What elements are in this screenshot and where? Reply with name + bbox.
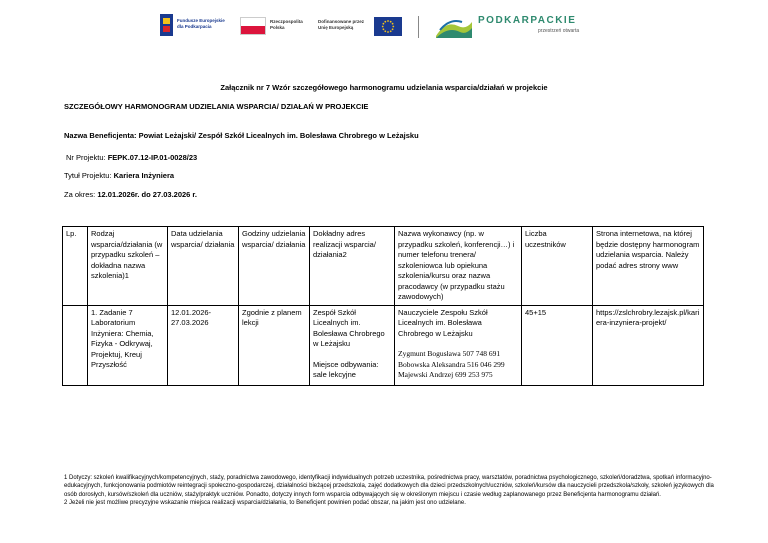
footnote-2: 2 Jeżeli nie jest możliwe precyzyjne wskazanie miejsca realizacji wsparcia/działania, to Beneficjent powinien podać obszar, na jakim jest ono udzielane. xyxy=(64,499,466,506)
header-cell-address: Dokładny adres realizacji wsparcia/ działania2 xyxy=(310,227,395,306)
cell-contractor xyxy=(395,305,522,385)
logo-separator xyxy=(418,16,419,38)
contact-line: Zygmunt Bogusława 507 748 691 xyxy=(398,349,501,358)
header-cell-date: Data udzielania wsparcia/ działania xyxy=(168,227,239,306)
rzeczpospolita-polska-logo xyxy=(240,14,320,40)
fe-logo-line-1: Fundusze Europejskie xyxy=(177,18,225,23)
header-cell-lp: Lp. xyxy=(63,227,88,306)
rp-logo-line-1: Rzeczpospolita xyxy=(270,19,303,24)
footnote-1: 1 Dotyczy: szkoleń kwalifikacyjnych/kompetencyjnych, staży, poradnictwa zawodowego, identyfikacji indywidualnych potrzeb uczestnika, pośrednictwa pracy, warsztatów, poradnictwa psychologicznego, szkoleń/doradztwa, spotkań informacyjno-edukacyjnych, funkcjonowania podmiotów reintegracji społeczno-gospodarczej, działalności bieżącej przedszkola, zajęć dodatkowych dla dzieci przedszkolnych/uczniów, szkoleń/kursów dla nauczycieli przedszkola/szkoły, szkoleń językowych dla osób dorosłych, kursów/szkoleń dla uczniów, staży/praktyk uczniów. Ponadto, dotyczy innych form wsparcia odbywających się w określonym miejscu i czasie według zaplanowanego przez Beneficjenta harmonogramu działań. xyxy=(64,475,714,498)
project-number-label: Nr Projektu: xyxy=(66,153,108,162)
cell-website: https://zslchrobry.lezajsk.pl/kariera-inzyniera-projekt/ xyxy=(593,305,704,385)
fe-logo-line-2: dla Podkarpacia xyxy=(177,23,212,29)
header-cell-hours: Godziny udzielania wsparcia/ działania xyxy=(239,227,310,306)
contact-line: Bobowska Aleksandra 516 046 299 xyxy=(398,359,505,369)
project-number-line xyxy=(66,153,197,162)
logo-bar xyxy=(0,12,768,44)
cell-type: 1. Zadanie 7 Laboratorium Inżyniera: Chemia, Fizyka - Odkrywaj, Projektuj, Kreuj Przyszłość xyxy=(88,305,168,385)
podkarpackie-logo xyxy=(436,12,596,42)
eu-flag-icon xyxy=(374,17,402,36)
cell-hours: Zgodnie z planem lekcji xyxy=(239,305,310,385)
cell-participants: 45+15 xyxy=(522,305,593,385)
table-row xyxy=(63,305,704,385)
project-title-value: Kariera Inżyniera xyxy=(113,171,175,180)
ue-logo-line-1: Dofinansowane przez xyxy=(318,19,365,24)
cell-date: 12.01.2026-27.03.2026 xyxy=(168,305,239,385)
contractor-text: Nauczyciele Zespołu Szkół Licealnych im. Bolesława Chrobrego w Leżajsku xyxy=(398,307,488,338)
eu-cofinanced-logo xyxy=(318,14,408,40)
address-note: Miejsce odbywania: sale lekcyjne xyxy=(313,359,379,379)
fundusze-europejskie-emblem-icon xyxy=(160,14,173,36)
period-label: Za okres: xyxy=(64,190,98,199)
podkarpackie-title: PODKARPACKIE xyxy=(478,15,577,26)
beneficiary-line: Nazwa Beneficjenta: Powiat Leżajski/ Zespół Szkół Licealnych im. Bolesława Chrobrego w Leżajsku xyxy=(64,131,419,140)
table-header-row xyxy=(63,227,704,306)
period-line xyxy=(64,190,197,199)
schedule-table xyxy=(62,226,704,386)
header-cell-website: Strona internetowa, na której będzie dostępny harmonogram udzielania wsparcia. Należy podać adres strony www xyxy=(593,227,704,306)
period-value: 12.01.2026r. do 27.03.2026 r. xyxy=(97,190,198,199)
ue-logo-line-2: Unię Europejską xyxy=(318,24,354,30)
contact-line: Majewski Andrzej 699 253 975 xyxy=(398,370,493,379)
document-title: SZCZEGÓŁOWY HARMONOGRAM UDZIELANIA WSPARCIA/ DZIAŁAŃ W PROJEKCIE xyxy=(64,102,369,111)
project-title-line xyxy=(64,171,174,180)
project-title-label: Tytuł Projektu: xyxy=(64,171,114,180)
cell-lp xyxy=(63,305,88,385)
cell-address xyxy=(310,305,395,385)
attachment-heading: Załącznik nr 7 Wzór szczegółowego harmonogramu udzielania wsparcia/działań w projekcie xyxy=(220,83,548,92)
polish-flag-icon xyxy=(240,17,266,35)
project-number-value: FEPK.07.12-IP.01-0028/23 xyxy=(107,153,198,162)
header-cell-contractor: Nazwa wykonawcy (np. w przypadku szkoleń, konferencji…) i numer telefonu trenera/ szkoleniowca lub opiekuna szkolenia/kursu oraz nazwa pracodawcy (w przypadku stażu zawodowych) xyxy=(395,227,522,306)
header-cell-type: Rodzaj wsparcia/działania (w przypadku szkoleń – dokładna nazwa szkolenia)1 xyxy=(88,227,168,306)
podkarpackie-hills-icon xyxy=(436,16,472,38)
address-text: Zespół Szkół Licealnych im. Bolesława Chrobrego w Leżajsku xyxy=(313,307,385,348)
header-cell-participants: Liczba uczestników xyxy=(522,227,593,306)
rp-logo-line-2: Polska xyxy=(270,24,285,30)
footnotes xyxy=(64,474,714,507)
podkarpackie-subtitle: przestrzeń otwarta xyxy=(538,28,580,34)
